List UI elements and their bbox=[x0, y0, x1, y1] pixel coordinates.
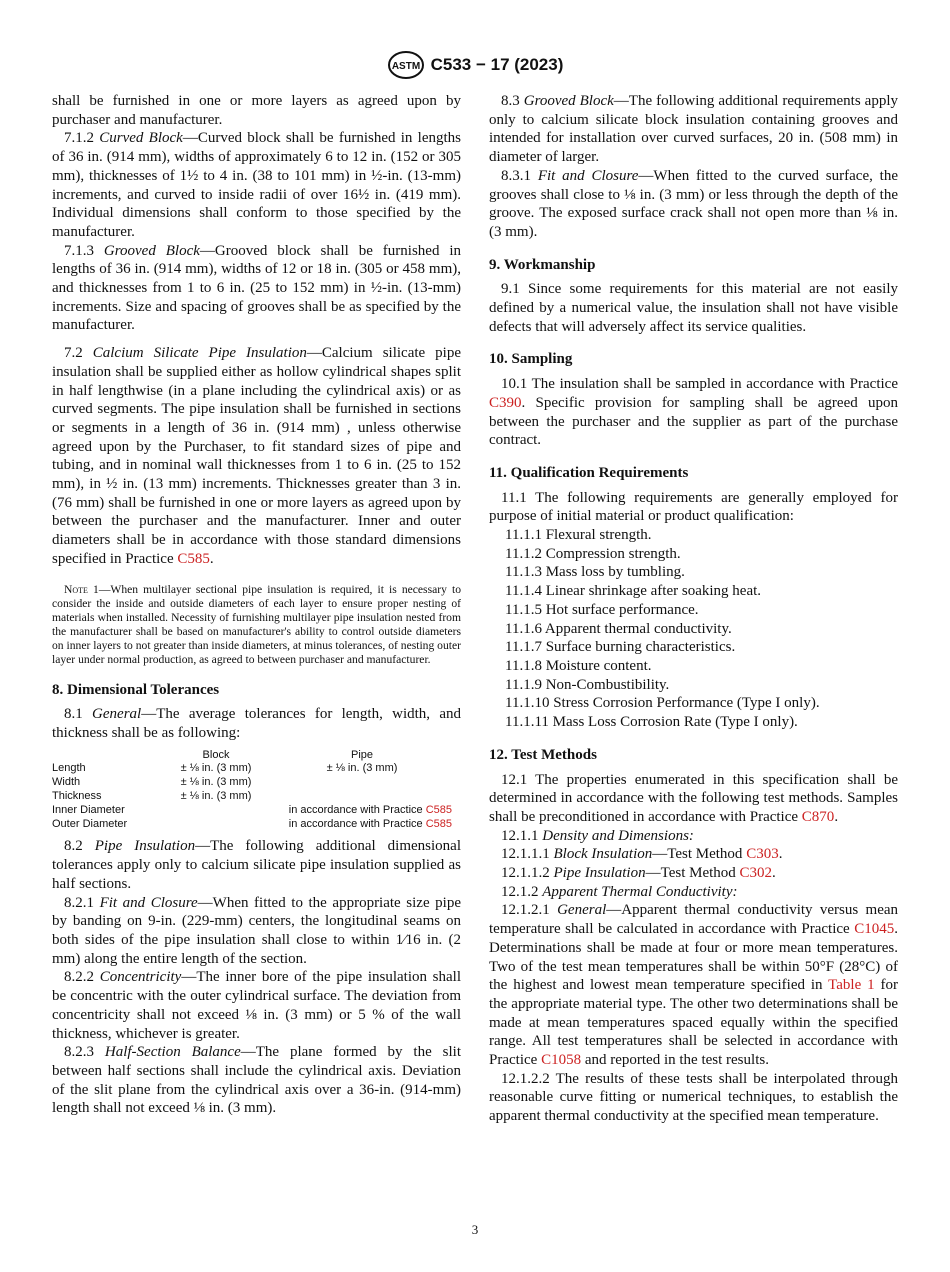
paragraph-8-2-1: 8.2.1 Fit and Closure—When fitted to the appropriate size pipe by banding on 9-in. (229-mm) centers, the longitudinal seams on both sides of the pipe insulation shall close to within 1⁄16 in. (2 mm) along the entire length of the section. bbox=[52, 894, 461, 967]
link-c585[interactable]: C585 bbox=[177, 550, 210, 567]
link-table-1[interactable]: Table 1 bbox=[828, 977, 875, 994]
list-item: 11.1.6 Apparent thermal conductivity. bbox=[505, 620, 732, 637]
paragraph-12-1-1-2: 12.1.1.2 Pipe Insulation—Test Method C302. bbox=[501, 865, 776, 882]
table-row: Width ± ⅛ in. (3 mm) bbox=[52, 776, 252, 789]
table-row: Length ± ⅛ in. (3 mm) ± ⅛ in. (3 mm) bbox=[52, 762, 398, 775]
paragraph: shall be furnished in one or more layers as agreed upon by purchaser and manufacturer. bbox=[52, 93, 461, 128]
link-c585[interactable]: C585 bbox=[425, 817, 452, 830]
paragraph-12-1-2-2: 12.1.2.2 The results of these tests shall be interpolated through reasonable curve fitting or numerical techniques, to establish the apparent thermal conductivity at the specified mean temperature. bbox=[489, 1070, 898, 1125]
paragraph-7-1-2: 7.1.2 Curved Block—Curved block shall be furnished in lengths of 36 in. (914 mm), widths of approximately 6 to 12 in. (152 or 305 mm), thicknesses of 1½ to 4 in. (38 to 101 mm) in ½-in. (13-mm) increments, and curved to inside radii of over 16½ in. (419 mm). Individual dimensions shall conform to those specified by the manufacturer. bbox=[52, 130, 461, 240]
list-item: 11.1.7 Surface burning characteristics. bbox=[505, 639, 736, 656]
section-9-heading: 9. Workmanship bbox=[489, 256, 596, 273]
page-header bbox=[0, 50, 950, 85]
table-row: Thickness ± ⅛ in. (3 mm) bbox=[52, 790, 252, 803]
page-number: 3 bbox=[471, 1222, 479, 1237]
list-item: 11.1.2 Compression strength. bbox=[505, 545, 681, 562]
paragraph-8-2-3: 8.2.3 Half-Section Balance—The plane formed by the slit between half sections shall include the cylindrical axis. Deviation of the slit plane from the cylindrical axis over a 36-in. (914-mm) length shall not exceed ⅛ in. (3 mm). bbox=[52, 1044, 461, 1117]
paragraph-7-1-3: 7.1.3 Grooved Block—Grooved block shall be furnished in lengths of 36 in. (914 mm), widths of 12 or 18 in. (305 or 458 mm), and thicknesses from 1 to 6 in. (25 to 152 mm) in ½-in. (13-mm) increments. Size and spacing of grooves shall be as specified by the manufacturer. bbox=[52, 242, 462, 334]
section-11-heading: 11. Qualification Requirements bbox=[489, 464, 689, 481]
link-c1058[interactable]: C1058 bbox=[541, 1052, 582, 1069]
paragraph-12-1-2-1: 12.1.2.1 General—Apparent thermal conductivity versus mean temperature shall be calculated in accordance with Practice C1045. Determinations shall be made at four or more mean temperatures. Two of the test mean temperatures shall be within 50°F (28°C) of the highest and lowest mean temperature specified in Table 1 for the appropriate material type. The other two determinations shall be made at mean temperatures spaced equally within the specified range. All test temperatures shall be selected in accordance with Practice C1058 and reported in the test results. bbox=[489, 902, 899, 1069]
list-item: 11.1.9 Non-Combustibility. bbox=[505, 676, 670, 693]
paragraph-9-1: 9.1 Since some requirements for this material are not easily defined by a numerical value, the insulation shall not have visible defects that will adversely affect its service qualities. bbox=[489, 281, 898, 335]
paragraph-12-1: 12.1 The properties enumerated in this specification shall be determined in accordance with the following test methods. Samples shall be preconditioned in accordance with Practice C870. bbox=[489, 771, 898, 825]
paragraph-11-1: 11.1 The following requirements are generally employed for purpose of initial material or product qualification: bbox=[489, 489, 898, 525]
paragraph-8-2: 8.2 Pipe Insulation—The following additional dimensional tolerances apply only to calcium silicate pipe insulation supplied as half sections. bbox=[52, 838, 462, 892]
astm-logo-icon bbox=[387, 50, 425, 80]
paragraph-8-2-2: 8.2.2 Concentricity—The inner bore of the pipe insulation shall be concentric with the outer cylindrical surface. The deviation from concentricity shall not exceed ⅛ in. (3 mm) or 5 % of the wall thickness, whichever is greater. bbox=[52, 969, 462, 1042]
tolerance-table bbox=[52, 749, 452, 832]
link-c870[interactable]: C870 bbox=[801, 808, 835, 825]
note-1: Note 1—When multilayer sectional pipe insulation is required, it is necessary to consider the inside and outside diameters of each layer to ensure proper nesting of materials when installed. Necessity of furnishing multilayer pipe insulation nested from the manufacturer shall be based on manufacturer's ability to control outside diameters on inner layers to not greater than inside diameters, at minus tolerances, of nesting outer layer under normal production, as agreed to between purchaser and manufacturer. bbox=[52, 582, 461, 666]
list-item: 11.1.3 Mass loss by tumbling. bbox=[505, 564, 685, 581]
link-c303[interactable]: C303 bbox=[746, 846, 779, 863]
list-item: 11.1.10 Stress Corrosion Performance (Type I only). bbox=[505, 695, 820, 712]
paragraph-8-3-1: 8.3.1 Fit and Closure—When fitted to the curved surface, the grooves shall close to ⅛ in. (3 mm) or less through the depth of the groove. The exposed surface crack shall not open more than ⅛ in. (3 mm). bbox=[489, 167, 898, 240]
paragraph-12-1-1-1: 12.1.1.1 Block Insulation—Test Method C303. bbox=[501, 846, 783, 863]
left-column bbox=[52, 92, 461, 1118]
svg-text:ASTM: ASTM bbox=[391, 61, 420, 72]
section-8-heading: 8. Dimensional Tolerances bbox=[52, 681, 220, 698]
section-12-heading: 12. Test Methods bbox=[489, 746, 597, 763]
table-header-block: Block bbox=[202, 748, 230, 761]
link-c585[interactable]: C585 bbox=[425, 803, 452, 816]
table-row: Inner Diameter in accordance with Practice C585 bbox=[52, 803, 452, 816]
right-column bbox=[489, 92, 898, 1126]
list-item: 11.1.4 Linear shrinkage after soaking heat. bbox=[505, 583, 762, 600]
link-c390[interactable]: C390 bbox=[489, 394, 522, 411]
list-item: 11.1.1 Flexural strength. bbox=[505, 527, 652, 544]
table-row: Outer Diameter in accordance with Practice C585 bbox=[52, 817, 452, 830]
list-item: 11.1.11 Mass Loss Corrosion Rate (Type I only). bbox=[505, 714, 798, 731]
paragraph-7-2: 7.2 Calcium Silicate Pipe Insulation—Calcium silicate pipe insulation shall be supplied either as hollow cylindrical shapes split in half lengthwise (in a plane including the cylindrical axis) or as curved segments. The pipe insulation shall be furnished in sections or segments in a length of 36 in. (914 mm) , unless otherwise agreed upon by the Purchaser, to fit standard sizes of pipe and tubing, and in nominal wall thicknesses from 1 to 6 in. (25 to 152 mm), in ½ in. (13 mm) increments. Thicknesses greater than 3 in. (76 mm) shall be furnished in one or more layers as agreed upon by between the purchaser and the manufacturer. Inner and outer diameters shall be in accordance with those standard dimensions specified in Practice C585. bbox=[52, 345, 461, 567]
paragraph-8-1: 8.1 General—The average tolerances for length, width, and thickness shall be as following: bbox=[52, 706, 461, 741]
paragraph-8-3: 8.3 Grooved Block—The following additional requirements apply only to calcium silicate block insulation containing grooves and intended for installation over curved surfaces, 20 in. (508 mm) in diameter of larger. bbox=[489, 93, 898, 166]
list-item: 11.1.5 Hot surface performance. bbox=[505, 601, 699, 618]
qualification-list bbox=[489, 526, 898, 732]
section-10-heading: 10. Sampling bbox=[489, 351, 573, 368]
paragraph-12-1-1: 12.1.1 Density and Dimensions: bbox=[501, 827, 694, 844]
link-c302[interactable]: C302 bbox=[739, 865, 773, 882]
document-id: C533 − 17 (2023) bbox=[430, 55, 564, 74]
paragraph-10-1: 10.1 The insulation shall be sampled in accordance with Practice C390. Specific provision for sampling shall be agreed upon between the purchaser and the supplier as part of the purchase contract. bbox=[489, 376, 898, 449]
table-header-pipe: Pipe bbox=[350, 748, 374, 761]
link-c1045[interactable]: C1045 bbox=[854, 921, 895, 938]
paragraph-12-1-2: 12.1.2 Apparent Thermal Conductivity: bbox=[501, 883, 738, 900]
list-item: 11.1.8 Moisture content. bbox=[505, 657, 652, 674]
